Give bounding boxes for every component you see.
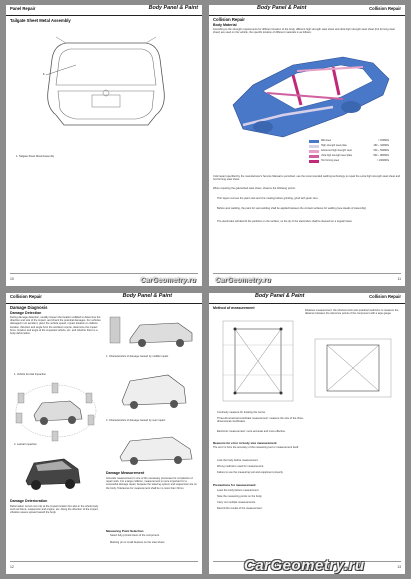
footer-brand-large: CarGeometry.ru [244, 557, 365, 574]
section-heading: Tailgate Sheet Metal Assembly [10, 18, 71, 23]
list-item: Electronic measurement: more accurate and more effective. [217, 430, 286, 433]
list-item: Lock the body before measurement. [217, 459, 259, 462]
section-label: Collision Repair [10, 294, 42, 299]
sub-heading: Damage Measurement [106, 471, 145, 475]
page-header [209, 293, 405, 304]
bullet-item: Marking pin or small depress on the steel sheet. [110, 541, 166, 544]
footer-rule [10, 561, 198, 562]
measurement-method-text: Distance measurement: the shortest and most practical method is to measure the distance between the reference points of the component with a tape gauge. [305, 309, 399, 316]
legend-name: High strength steel plate [321, 144, 347, 147]
legend-swatch [309, 145, 319, 149]
figure-caption: 1. Characteristics of damage caused by middle impact [106, 355, 169, 358]
legend-value: 340 ~ 590MPa [373, 149, 389, 152]
sub-heading: Precautions for measurement: [213, 483, 257, 487]
page-number: 13 [397, 565, 401, 569]
figure-caption: 1. Tailgate Sheet Metal Assembly [16, 155, 55, 158]
tape-gauge-diagram [309, 333, 399, 403]
measurement-text: Accurate measurement is one of the necessary processes for completion of repair work. For a large collision, measurement is more important for a successful damage repair, because the steering system and suspension are on the body. Tolerances for measurement shall be no more than ±3mm. [106, 477, 197, 490]
bullet-item: The electrodes will absorb the particles on the surface, so the tip of the electrodes shall be cleaned on a regular basis. [217, 220, 353, 223]
detection-text: During damage detection, usually inspect the location collided to determine the direction and size of the impact, and check the potential damages. For vehicles damaged in an accident, given the vehicle speed, impact location or collision location, direction and angle from the accident reports, determine the impact force, location and angle of the impacted vehicle, etc. and whether there is a body deformation. [10, 316, 101, 336]
list-item: Note the measuring points on the body. [217, 495, 263, 498]
footer-brand: CarGeometry.ru [215, 277, 271, 284]
sub-heading: Damage Detection [10, 311, 42, 315]
callout-number: 1 [43, 72, 45, 76]
footer-rule [10, 273, 198, 274]
sub-heading: Body Material [213, 23, 237, 27]
list-item: Level the body before measurement. [217, 489, 260, 492]
legend-swatch [309, 140, 319, 144]
page-number: 11 [397, 277, 401, 281]
legend-name: Hot forming steel [321, 159, 340, 162]
intro-text: According to the strength requirements for different location of the body, different high strength steel sheet and ultra high strength steel sheet (hot forming steel sheet) are used on the vehicle, the specific location of different materials is as follows: [213, 28, 395, 35]
legend-value: 590 ~ 980MPa [373, 154, 389, 157]
page-number: 12 [10, 565, 14, 569]
bullet-item: Thin layers remove the paint coat and zinc coating before grinding, grind with grain zero. [217, 197, 319, 200]
legend-swatch [309, 150, 319, 154]
section-heading: Damage Diagnosis [10, 305, 48, 310]
legend-swatch [309, 155, 319, 159]
page-title: Body Panel & Paint [148, 5, 198, 11]
page-tailgate [6, 5, 202, 286]
legend-item [309, 159, 389, 164]
list-item: Failure to use the measuring tool and equipment properly. [217, 471, 284, 474]
frontal-impact-diagram [12, 379, 100, 443]
side-impact-diagram [116, 427, 196, 467]
list-item: Wrong method is used for measurement. [217, 465, 264, 468]
section-label: Collision Repair [369, 6, 401, 11]
middle-impact-diagram [106, 311, 198, 351]
legend-value: 180 ~ 340MPa [373, 144, 389, 147]
section-label: Collision Repair [369, 294, 401, 299]
page-title: Body Panel & Paint [255, 293, 305, 299]
sub-heading: Measuring Point Selection [106, 529, 144, 533]
rear-impact-diagram [114, 365, 192, 415]
footer-rule [213, 273, 401, 274]
figure-caption: 2. Characteristics of damage caused by rear impact [106, 419, 166, 422]
tailgate-diagram [36, 35, 176, 135]
section-heading: Method of measurement [213, 306, 255, 310]
sub-heading: Damage Deterioration [10, 499, 48, 503]
galvanized-text: When repairing the galvanized steel sheet, observe the following points: [213, 187, 296, 190]
list-item: Continuity measure for locating the centre. [217, 411, 266, 414]
legend-swatch [309, 160, 319, 164]
body-material-diagram [223, 45, 395, 145]
section-label: Panel Repair [10, 6, 36, 11]
legend-name: Advanced high strength steel [321, 149, 352, 152]
cold-repair-text: Cold repair specified by the manufacturer's Service Manual is permitted, use the recommended welding technology to repair the extra high strength steel sheet and hot forming steel sheet. [213, 175, 401, 182]
deterioration-text: Deformation occurs not only at the impact location but also in the whole body such as frame, suspension and engine, etc. Along the direction of the impact, vibration waves spread toward the body. [10, 505, 99, 515]
page-body-material [209, 5, 405, 286]
legend-name: Ultra high strength steel plate [321, 154, 353, 157]
legend-value: > 1000MPa [376, 159, 389, 162]
list-item: Record the results of the measurement. [217, 507, 263, 510]
lateral-impact-diagram [20, 451, 86, 495]
legend-value: < 180MPa [378, 139, 389, 142]
page-title: Body Panel & Paint [257, 5, 307, 11]
footer-brand: CarGeometry.ru [140, 277, 196, 284]
page-header [6, 5, 202, 16]
bullet-item: Before spot welding, the paint for spot welding shall be applied between the contact surfaces for welding (see Heads of Assembly). [217, 207, 367, 210]
list-item: Carry out multiple measurements. [217, 501, 256, 504]
list-item: Three-dimensional coordinate measurement: measure the size of the three-dimensional coordinates. [217, 417, 304, 424]
page-number: 10 [10, 277, 14, 281]
error-text: The error is from the accuracy of the measuring tool or measurement itself. [213, 446, 299, 449]
page-title: Body Panel & Paint [122, 293, 172, 299]
measurement-diagram [215, 315, 301, 407]
page-measurement [209, 293, 405, 574]
list-item: 1. Vehicle Frontal Impaction [14, 373, 47, 376]
list-item: 2. Lateral Impaction [14, 443, 37, 446]
page-damage-diagnosis [6, 293, 202, 574]
legend-name: Mild steel [321, 139, 332, 142]
section-heading: Collision Repair [213, 17, 245, 22]
page-header [6, 293, 202, 304]
sub-heading: Reasons for error in body size measurement [213, 441, 277, 445]
page-header [209, 5, 405, 16]
material-legend [309, 139, 389, 164]
bullet-item: Select fully-printed clean of the component. [110, 534, 160, 537]
